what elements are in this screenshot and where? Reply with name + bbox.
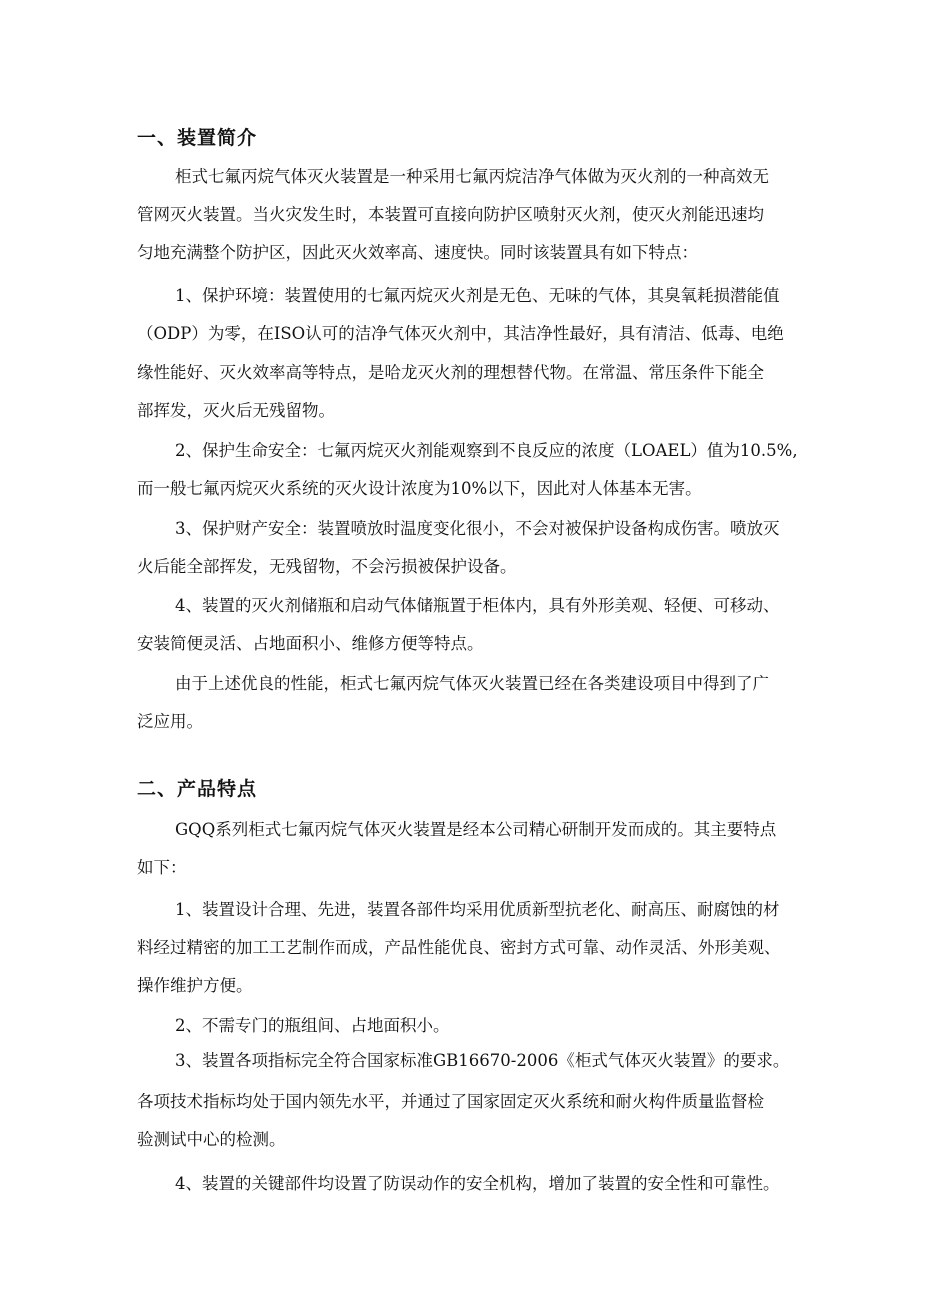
- paragraph-line: 缘性能好、灭火效率高等特点，是哈龙灭火剂的理想替代物。在常温、常压条件下能全: [137, 363, 764, 382]
- paragraph-line: 柜式七氟丙烷气体灭火装置是一种采用七氟丙烷洁净气体做为灭火剂的一种高效无: [175, 167, 769, 186]
- paragraph-line: GQQ系列柜式七氟丙烷气体灭火装置是经本公司精心研制开发而成的。其主要特点: [175, 820, 777, 839]
- paragraph-line: 管网灭火装置。当火灾发生时，本装置可直接向防护区喷射灭火剂，使灭火剂能迅速均: [137, 205, 764, 224]
- paragraph-line: 操作维护方便。: [137, 976, 253, 995]
- paragraph-line: （ODP）为零，在ISO认可的洁净气体灭火剂中，其洁净性最好，具有清洁、低毒、电绝: [137, 324, 784, 343]
- paragraph-line: 各项技术指标均处于国内领先水平，并通过了国家固定灭火系统和耐火构件质量监督检: [137, 1092, 764, 1111]
- paragraph-line: 1、装置设计合理、先进，装置各部件均采用优质新型抗老化、耐高压、耐腐蚀的材: [175, 900, 780, 919]
- paragraph-line: 如下：: [137, 858, 187, 877]
- section-1-title: 一、装置简介: [137, 127, 258, 149]
- paragraph-line: 由于上述优良的性能，柜式七氟丙烷气体灭火装置已经在各类建设项目中得到了广: [175, 674, 769, 693]
- paragraph-line: 2、保护生命安全：七氟丙烷灭火剂能观察到不良反应的浓度（LOAEL）值为10.5%,: [175, 441, 798, 460]
- paragraph-line: 火后能全部挥发，无残留物，不会污损被保护设备。: [137, 557, 517, 576]
- paragraph-line: 匀地充满整个防护区，因此灭火效率高、速度快。同时该装置具有如下特点：: [137, 243, 698, 262]
- paragraph-line: 泛应用。: [137, 712, 203, 731]
- paragraph-line: 4、装置的灭火剂储瓶和启动气体储瓶置于柜体内，具有外形美观、轻便、可移动、: [175, 596, 780, 615]
- paragraph-line: 安装简便灵活、占地面积小、维修方便等特点。: [137, 634, 484, 653]
- paragraph-line: 4、装置的关键部件均设置了防误动作的安全机构，增加了装置的安全性和可靠性。: [175, 1174, 780, 1193]
- paragraph-line: 1、保护环境：装置使用的七氟丙烷灭火剂是无色、无味的气体，其臭氧耗损潜能值: [175, 286, 780, 305]
- paragraph-line: 部挥发，灭火后无残留物。: [137, 401, 335, 420]
- paragraph-line: 2、不需专门的瓶组间、占地面积小。: [175, 1016, 450, 1035]
- paragraph-line: 而一般七氟丙烷灭火系统的灭火设计浓度为10%以下，因此对人体基本无害。: [137, 479, 702, 498]
- paragraph-line: 3、保护财产安全：装置喷放时温度变化很小，不会对被保护设备构成伤害。喷放灭: [175, 519, 780, 538]
- paragraph-line: 3、装置各项指标完全符合国家标准GB16670-2006《柜式气体灭火装置》的要求。: [175, 1051, 790, 1070]
- paragraph-line: 料经过精密的加工工艺制作而成，产品性能优良、密封方式可靠、动作灵活、外形美观、: [137, 938, 781, 957]
- section-2-title: 二、产品特点: [137, 778, 258, 800]
- paragraph-line: 验测试中心的检测。: [137, 1130, 286, 1149]
